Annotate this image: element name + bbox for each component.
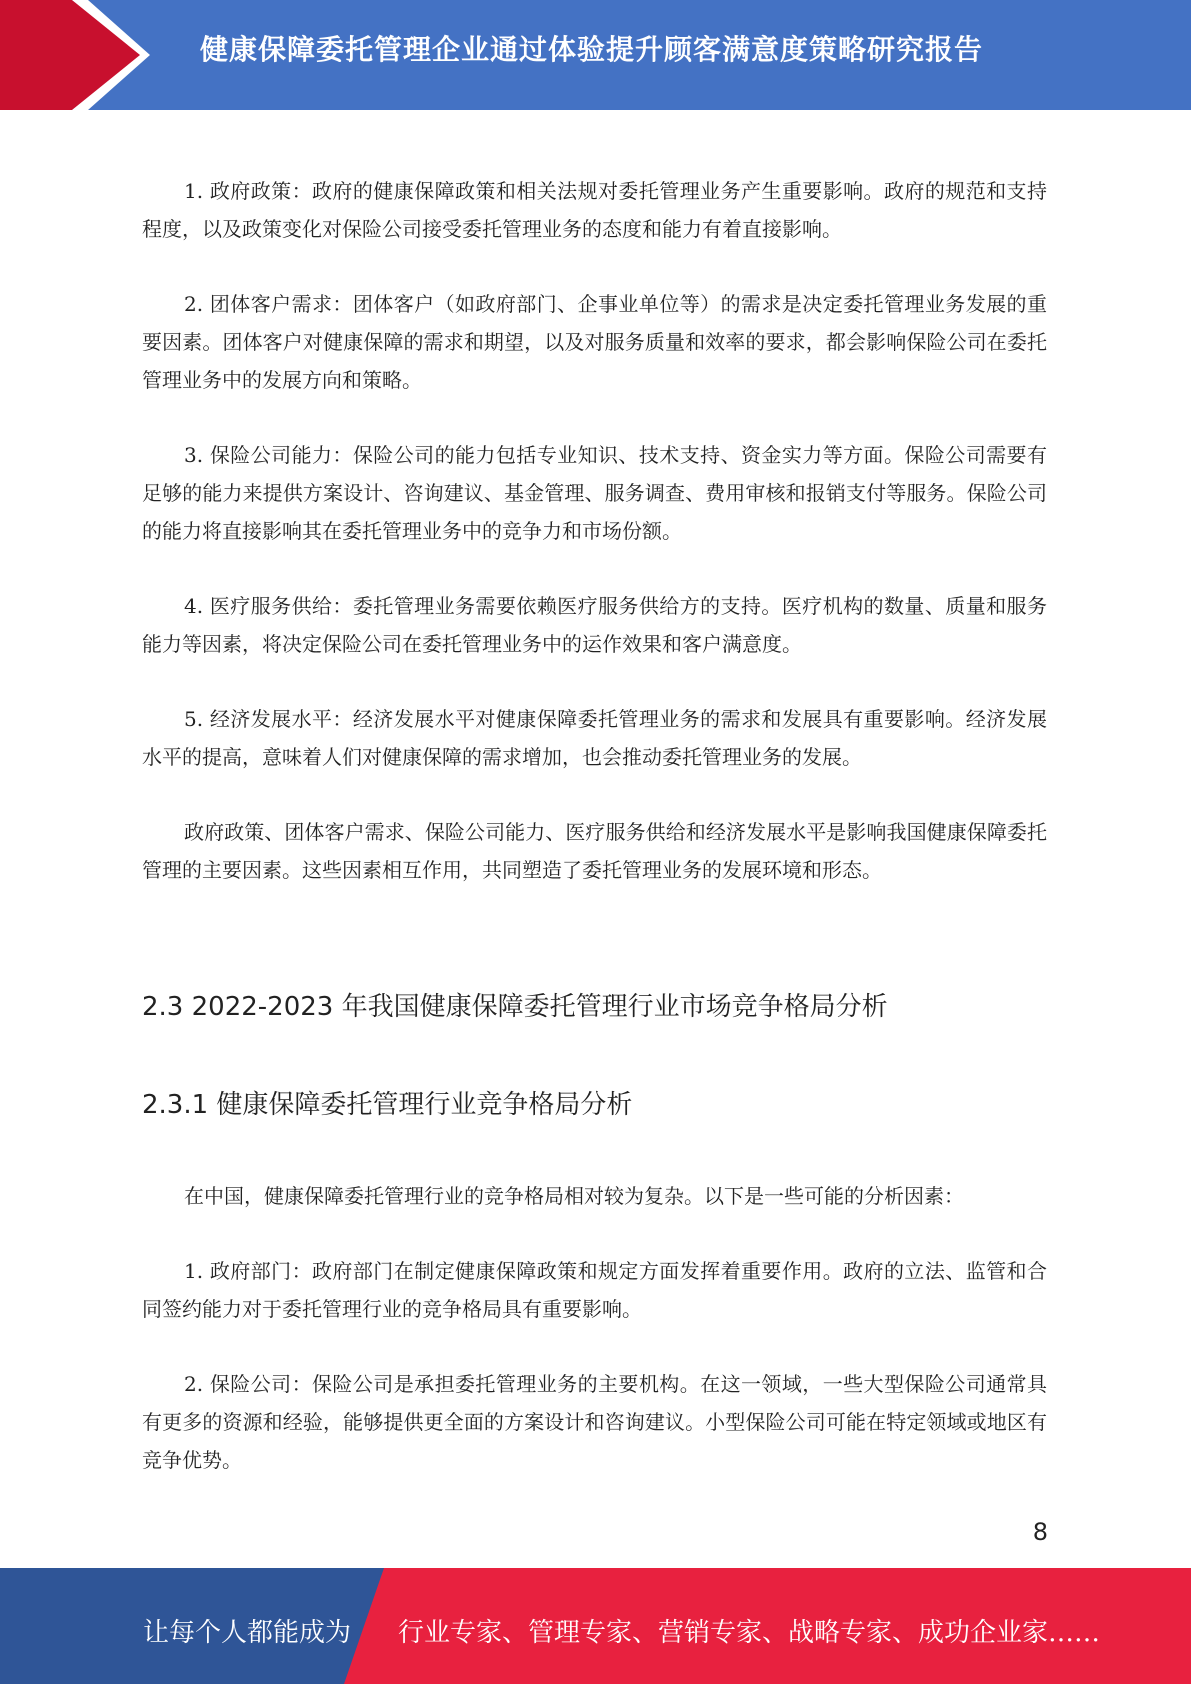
paragraph-economic-level: 5. 经济发展水平：经济发展水平对健康保障委托管理业务的需求和发展具有重要影响。经济发展水平的提高，意味着人们对健康保障的需求增加，也会推动委托管理业务的发展。	[142, 707, 1047, 769]
subsection-heading: 2.3.1 健康保障委托管理行业竞争格局分析	[142, 1090, 633, 1120]
page-number: 8	[1032, 1518, 1048, 1546]
document-body	[142, 172, 1047, 1516]
header-title: 健康保障委托管理企业通过体验提升顾客满意度策略研究报告	[200, 33, 984, 66]
footer-slogan-left: 让每个人都能成为	[143, 1618, 352, 1648]
section-heading: 2.3 2022-2023 年我国健康保障委托管理行业市场竞争格局分析	[142, 992, 888, 1022]
paragraph-intro: 在中国，健康保障委托管理行业的竞争格局相对较为复杂。以下是一些可能的分析因素：	[184, 1184, 964, 1208]
footer-slogan-right: 行业专家、管理专家、营销专家、战略专家、成功企业家……	[398, 1618, 1101, 1648]
paragraph-group-client-demand: 2. 团体客户需求：团体客户（如政府部门、企事业单位等）的需求是决定委托管理业务发展的重要因素。团体客户对健康保障的需求和期望，以及对服务质量和效率的要求，都会影响保险公司在委托管理业务中的发展方向和策略。	[142, 292, 1047, 392]
paragraph-insurer-capability: 3. 保险公司能力：保险公司的能力包括专业知识、技术支持、资金实力等方面。保险公司需要有足够的能力来提供方案设计、咨询建议、基金管理、服务调查、费用审核和报销支付等服务。保险公司的能力将直接影响其在委托管理业务中的竞争力和市场份额。	[142, 443, 1047, 543]
header-chevron-icon	[0, 0, 160, 110]
paragraph-summary: 政府政策、团体客户需求、保险公司能力、医疗服务供给和经济发展水平是影响我国健康保障委托管理的主要因素。这些因素相互作用，共同塑造了委托管理业务的发展环境和形态。	[142, 820, 1047, 882]
header-band	[0, 0, 1191, 110]
paragraph-government-department: 1. 政府部门：政府部门在制定健康保障政策和规定方面发挥着重要作用。政府的立法、监管和合同签约能力对于委托管理行业的竞争格局具有重要影响。	[142, 1259, 1047, 1321]
paragraph-government-policy: 1. 政府政策：政府的健康保障政策和相关法规对委托管理业务产生重要影响。政府的规范和支持程度，以及政策变化对保险公司接受委托管理业务的态度和能力有着直接影响。	[142, 179, 1047, 241]
paragraph-medical-supply: 4. 医疗服务供给：委托管理业务需要依赖医疗服务供给方的支持。医疗机构的数量、质量和服务能力等因素，将决定保险公司在委托管理业务中的运作效果和客户满意度。	[142, 594, 1047, 656]
paragraph-insurance-company: 2. 保险公司：保险公司是承担委托管理业务的主要机构。在这一领域，一些大型保险公司通常具有更多的资源和经验，能够提供更全面的方案设计和咨询建议。小型保险公司可能在特定领域或地区有竞争优势。	[142, 1372, 1047, 1472]
